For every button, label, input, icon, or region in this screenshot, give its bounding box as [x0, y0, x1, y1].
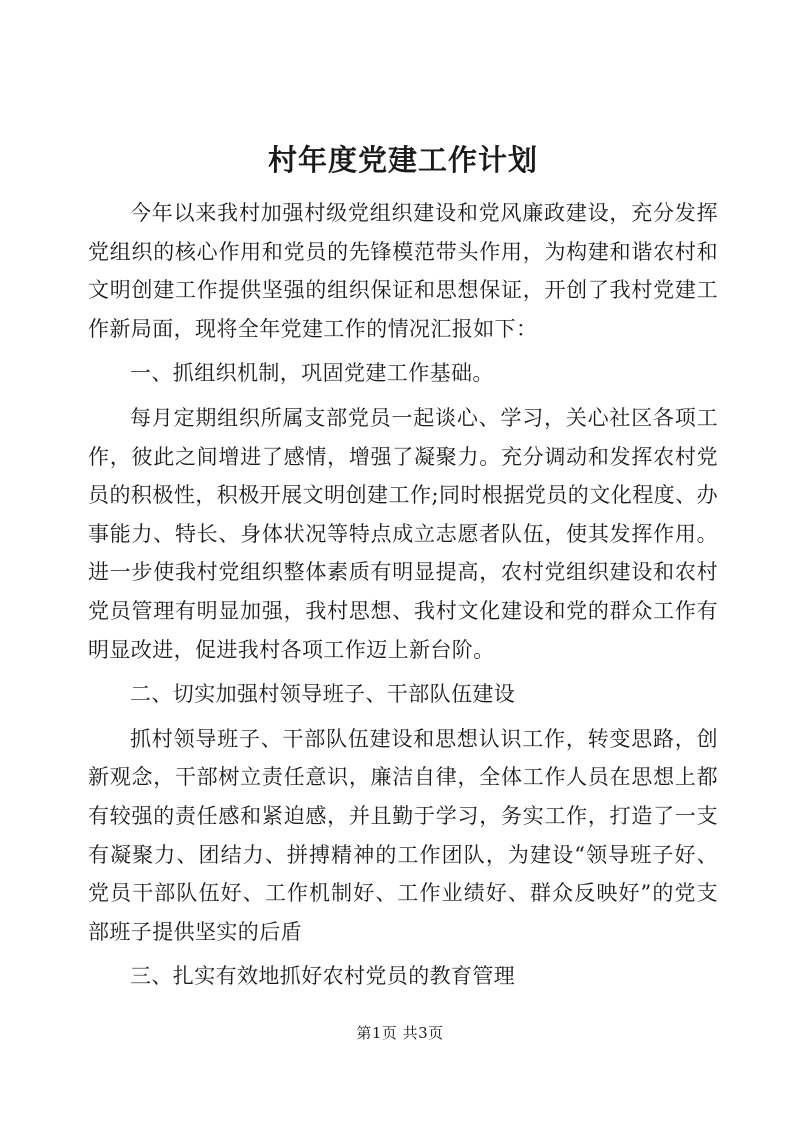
section-3-heading: 三、扎实有效地抓好农村党员的教育管理 — [130, 964, 516, 989]
section-1-heading: 一、抓组织机制，巩固党建工作基础。 — [130, 361, 494, 386]
document-title: 村年度党建工作计划 — [267, 143, 538, 177]
intro-paragraph: 今年以来我村加强村级党组织建设和党风廉政建设，充分发挥党组织的核心作用和党员的先锋模范带头作用，为构建和谐农村和文明创建工作提供坚强的组织保证和思想保证，开创了我村党建工作新局面，现将全年党建工作的情况汇报如下： — [88, 201, 718, 341]
section-2-heading: 二、切实加强村领导班子、干部队伍建设 — [130, 682, 516, 707]
document-page — [88, 140, 718, 1002]
section-1-body: 每月定期组织所属支部党员一起谈心、学习，关心社区各项工作，彼此之间增进了感情，增强了凝聚力。充分调动和发挥农村党员的积极性，积极开展文明创建工作;同时根据党员的文化程度、办事能力、特长、身体状况等特点成立志愿者队伍，使其发挥作用。进一步使我村党组织整体素质有明显提高，农村党组织建设和农村党员管理有明显加强，我村思想、我村文化建设和党的群众工作有明显改进，促进我村各项工作迈上新台阶。 — [88, 405, 718, 662]
page-number-footer: 第1页 共3页 — [356, 1024, 444, 1042]
section-2-body: 抓村领导班子、干部队伍建设和思想认识工作，转变思路，创新观念，干部树立责任意识，廉洁自律，全体工作人员在思想上都有较强的责任感和紧迫感，并且勤于学习，务实工作，打造了一支有凝聚力、团结力、拼搏精神的工作团队，为建设“领导班子好、党员干部队伍好、工作机制好、工作业绩好、群众反映好”的党支部班子提供坚实的后盾 — [88, 726, 718, 944]
